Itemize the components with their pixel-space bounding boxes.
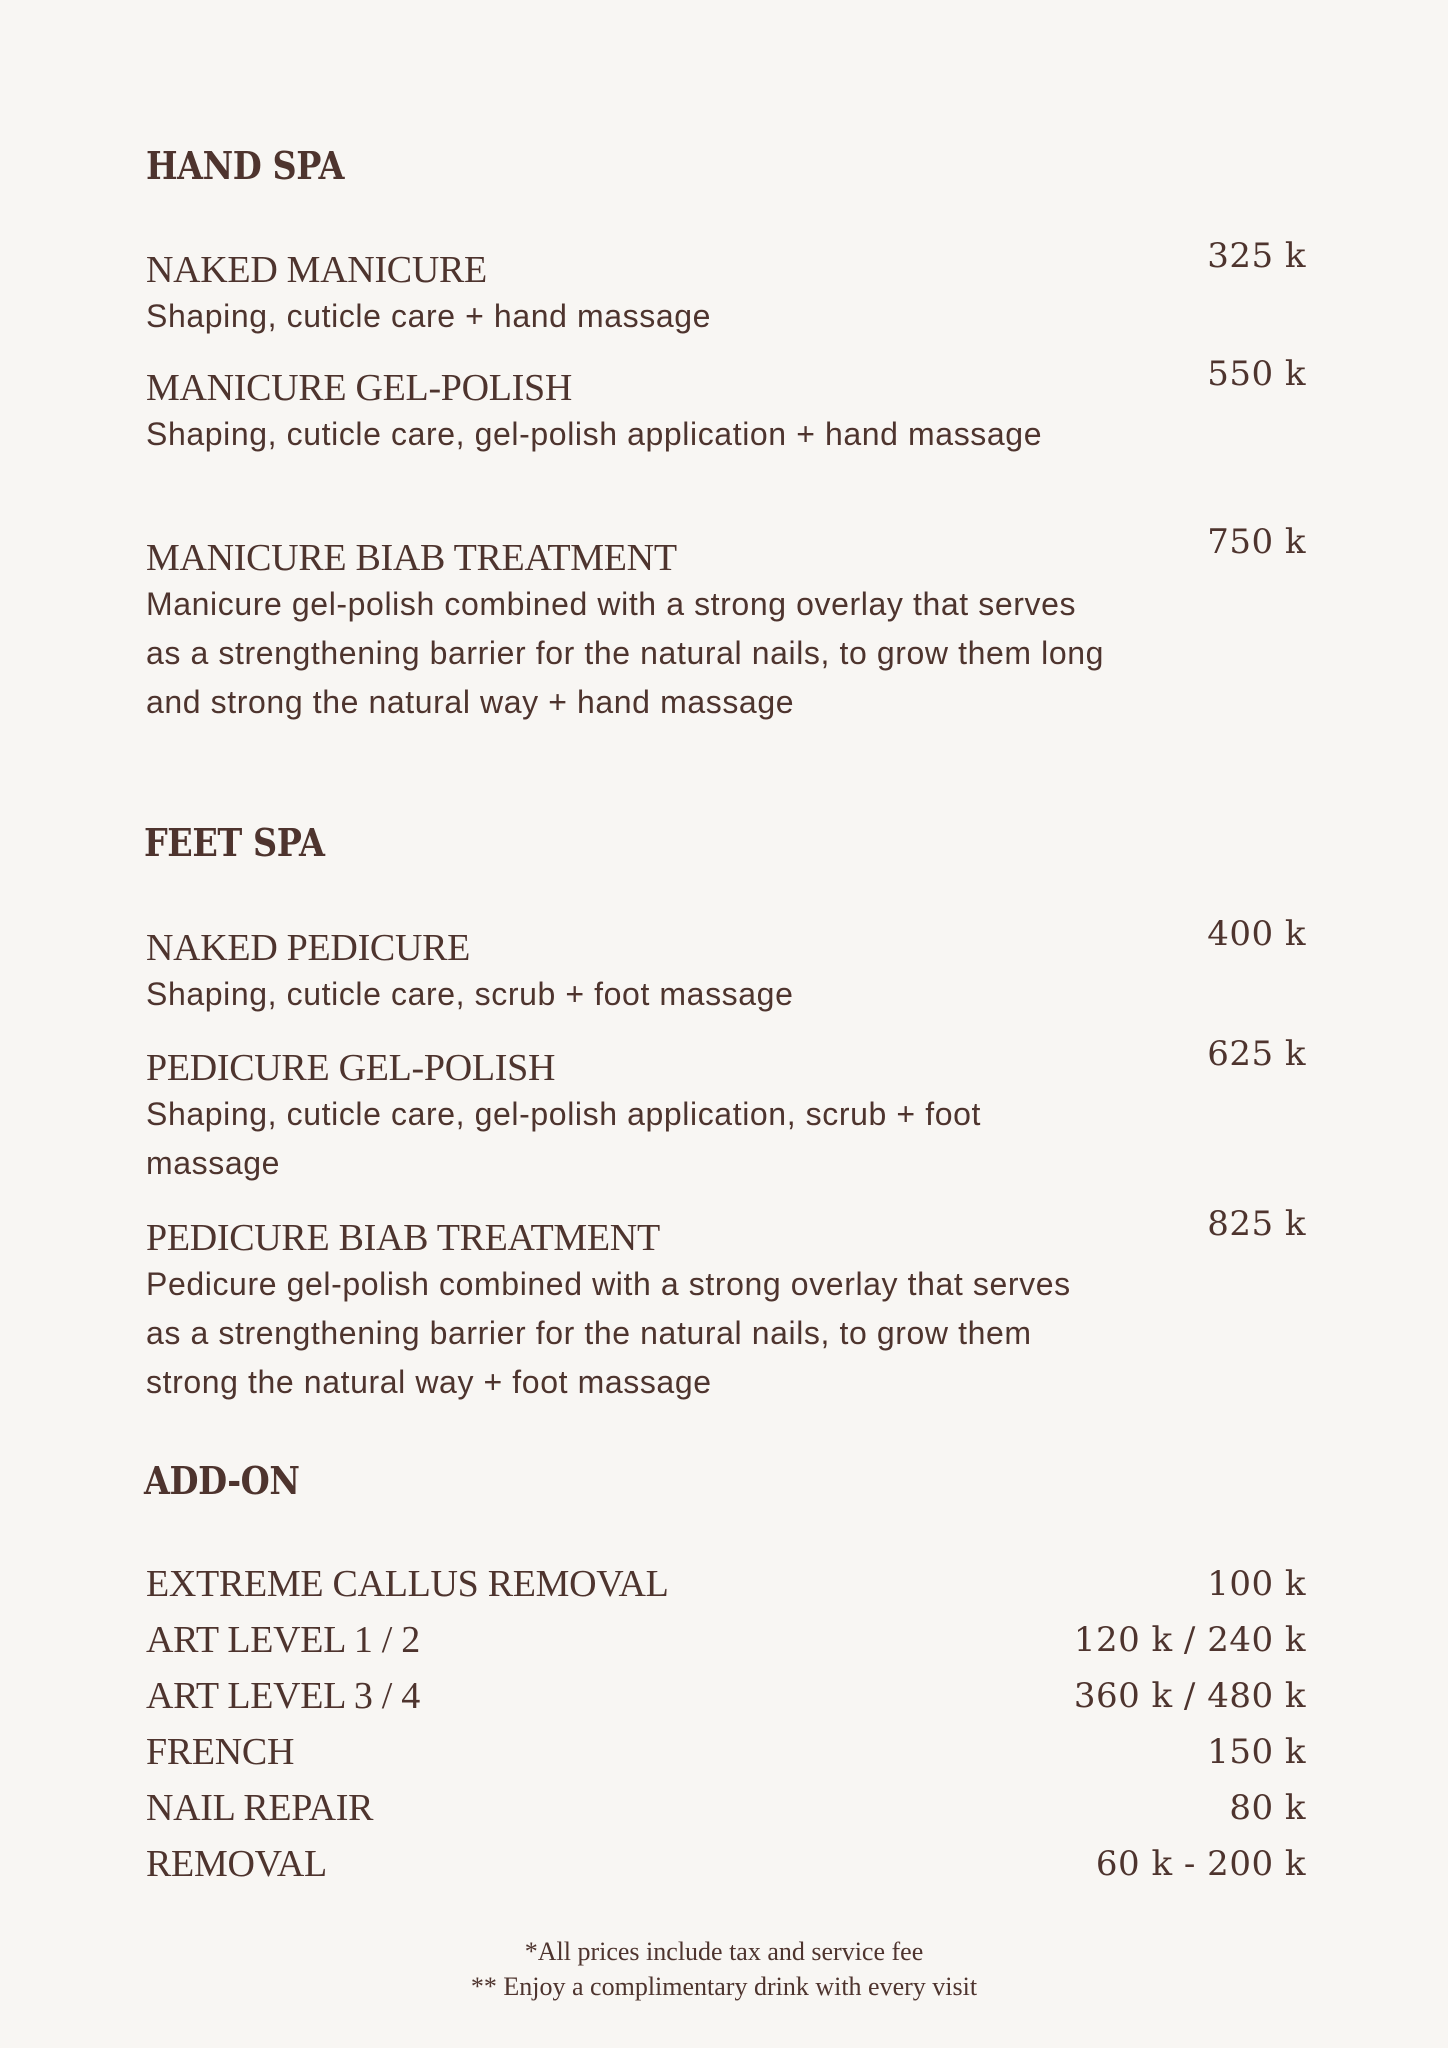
item-description: Shaping, cuticle care, scrub + foot massage (146, 976, 794, 1012)
item-description: Manicure gel-polish combined with a strong overlay that serves as a strengthening barrier for the natural nails, to grow them long and strong the natural way + hand massage (146, 586, 1105, 720)
item-name: PEDICURE BIAB TREATMENT (146, 1217, 660, 1259)
addon-name: ART LEVEL 1 / 2 (146, 1619, 420, 1661)
item-name: NAKED MANICURE (146, 249, 487, 291)
addon-name: FRENCH (146, 1731, 295, 1773)
item-description: Shaping, cuticle care, gel-polish application + hand massage (146, 416, 1043, 452)
addon-price: 80 k (1229, 1788, 1306, 1828)
item-name: PEDICURE GEL-POLISH (146, 1047, 556, 1089)
section-title-hand-spa: HAND SPA (146, 143, 345, 188)
menu-item-naked-pedicure (146, 914, 1306, 1019)
addon-name: EXTREME CALLUS REMOVAL (146, 1563, 669, 1605)
item-price: 625 k (1207, 1034, 1306, 1074)
item-price: 400 k (1207, 914, 1306, 954)
addon-name: ART LEVEL 3 / 4 (146, 1675, 420, 1717)
section-title-feet-spa: FEET SPA (144, 820, 325, 865)
menu-item-pedicure-biab-treatment (146, 1204, 1306, 1407)
menu-item-pedicure-gel-polish (146, 1034, 1306, 1188)
item-price: 750 k (1207, 522, 1306, 562)
addon-row-extreme-callus-removal (146, 1562, 1306, 1612)
addon-name: REMOVAL (146, 1843, 327, 1885)
addon-name: NAIL REPAIR (146, 1787, 374, 1829)
footnote-drink: ** Enjoy a complimentary drink with every visit (470, 1972, 978, 2001)
section-title-add-on: ADD-ON (144, 1458, 300, 1503)
item-description: Shaping, cuticle care + hand massage (146, 298, 712, 334)
item-description: Shaping, cuticle care, gel-polish application, scrub + foot massage (146, 1096, 981, 1181)
item-description: Pedicure gel-polish combined with a strong overlay that serves as a strengthening barrier for the natural nails, to grow them strong the natural way + foot massage (146, 1266, 1071, 1400)
item-price: 825 k (1207, 1204, 1306, 1244)
addon-price: 60 k - 200 k (1095, 1844, 1306, 1884)
addon-row-nail-repair (146, 1786, 1306, 1836)
addon-price: 100 k (1207, 1564, 1306, 1604)
item-name: NAKED PEDICURE (146, 927, 471, 969)
item-name: MANICURE GEL-POLISH (146, 367, 573, 409)
menu-item-manicure-gel-polish (146, 354, 1306, 459)
addon-row-art-level-3-4 (146, 1674, 1306, 1724)
item-price: 325 k (1207, 236, 1306, 276)
item-price: 550 k (1207, 354, 1306, 394)
addon-row-french (146, 1730, 1306, 1780)
addon-row-removal (146, 1842, 1306, 1892)
footnotes (0, 1934, 1448, 2004)
menu-item-naked-manicure (146, 236, 1306, 341)
menu-item-manicure-biab-treatment (146, 522, 1306, 727)
addon-row-art-level-1-2 (146, 1618, 1306, 1668)
item-name: MANICURE BIAB TREATMENT (146, 537, 677, 579)
addon-price: 120 k / 240 k (1073, 1620, 1306, 1660)
footnote-tax: *All prices include tax and service fee (524, 1937, 924, 1966)
addon-price: 150 k (1207, 1732, 1306, 1772)
addon-price: 360 k / 480 k (1073, 1676, 1306, 1716)
